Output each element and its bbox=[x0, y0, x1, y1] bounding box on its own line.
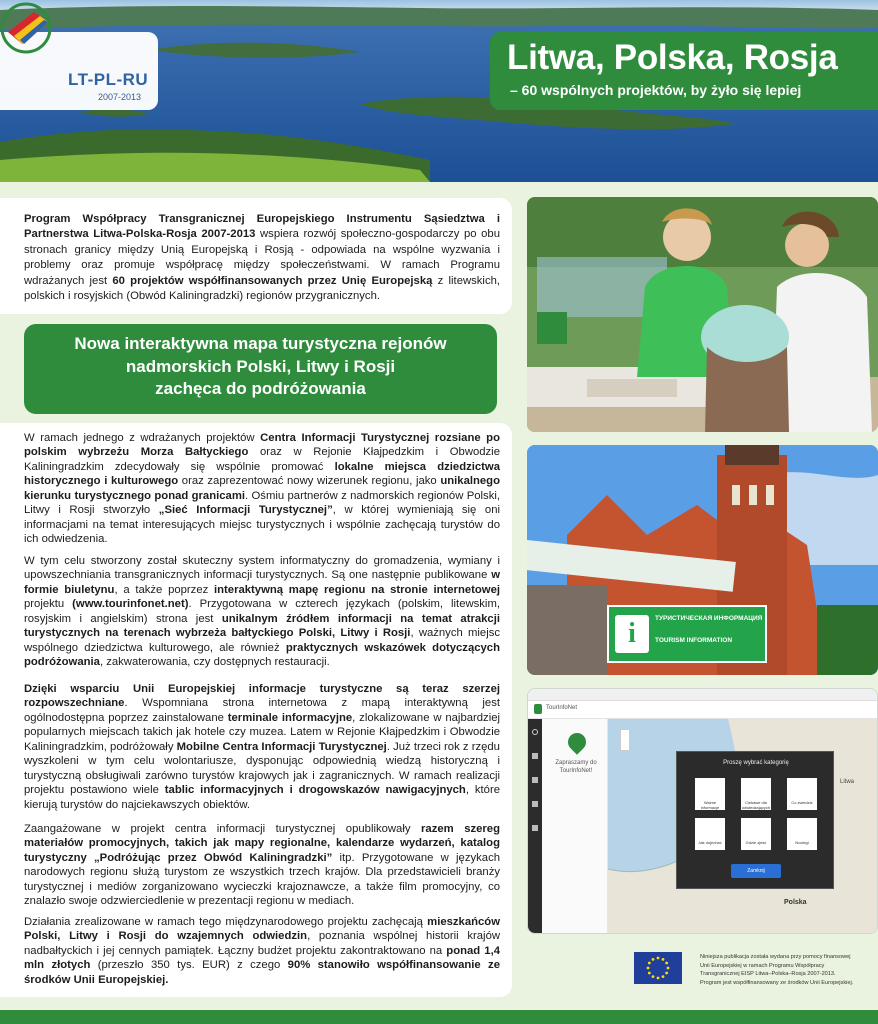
text: Działania zrealizowane w ramach tego międzynarodowego projektu zachęcają bbox=[24, 916, 428, 928]
category-attractions[interactable]: Ciekawe dla odwiedzających bbox=[741, 778, 771, 810]
emphasis: razem szereg materiałów promocyjnych, takich jak mapy regionalne, kalendarze wydarzeń, katalog turystyczny „Podróżując przez Obwód Kaliningradzki” bbox=[24, 823, 500, 864]
text: . Już trzeci rok z rzędu wyszkoleni w tym celu wolontariusze, dysponując odpowiednią wiedzą historyczną i turystyczną obsługiwali zarówno turystów krajowych jak i zagranicznych. W ramach realizacji projektu postawiono wiele bbox=[24, 740, 500, 797]
headline-line-3: zachęca do podróżowania bbox=[155, 379, 366, 398]
intro-text: wspiera rozwój społeczno-gospodarczy po obu stronach granicy między Unią Europejską i Rosją - odpowiada na wspólne wyzwania i problemy oraz promuje współpracę między społeczeństwami. W ramach Programu wdrażanych jest bbox=[24, 228, 500, 287]
eu-note-line-3: Transgranicznej EISP Litwa–Polska–Rosja 2007-2013. bbox=[700, 971, 836, 978]
paragraph-2 bbox=[24, 554, 500, 670]
text: Zaangażowane w projekt centra informacji turystycznej opublikowały bbox=[24, 823, 422, 835]
paragraph-4 bbox=[24, 822, 500, 909]
text: (przeszło 350 tys. EUR) z czego bbox=[90, 959, 288, 972]
header-banner bbox=[0, 0, 878, 182]
intro-projects-count: 60 projektów współfinansowanych przez Unię Europejską bbox=[112, 274, 433, 287]
map-pin-icon bbox=[564, 729, 589, 754]
map-canvas[interactable] bbox=[608, 719, 878, 934]
welcome-text: Zapraszamy do TourInfoNet! bbox=[555, 760, 597, 774]
article-body bbox=[0, 423, 512, 997]
sign-text-en: TOURISM INFORMATION bbox=[655, 637, 733, 644]
tourists-illustration bbox=[527, 197, 878, 432]
paragraph-3 bbox=[24, 682, 500, 812]
text: , które kierują turystów do najciekawszych obiektów. bbox=[24, 784, 500, 811]
modal-title: Proszę wybrać kategorię bbox=[723, 760, 789, 766]
text: projektu bbox=[24, 598, 73, 611]
emphasis: praktycznych wskazówek dotyczących podróżowania bbox=[24, 641, 500, 669]
logo-text: LT-PL-RU bbox=[68, 70, 149, 89]
emphasis: Centra Informacji Turystycznej rozsiane po polskim wybrzeżu Morza Bałtyckiego bbox=[24, 432, 500, 459]
layers-tool-icon[interactable] bbox=[532, 753, 538, 759]
page-title: Litwa, Polska, Rosja bbox=[507, 38, 838, 77]
intro-text-end: z litewskich, polskich i rosyjskich (Obwód Kaliningradzki) regionów przygranicznych. bbox=[24, 274, 501, 303]
page-subtitle: – 60 wspólnych projektów, by żyło się lepiej bbox=[510, 82, 802, 98]
site-header bbox=[528, 701, 878, 719]
emphasis: tablic informacyjnych i drogowskazów nawigacyjnych bbox=[164, 784, 466, 797]
browser-bar bbox=[528, 689, 878, 701]
eu-note-line-1: Niniejsza publikacja została wydana przy pomocy finansowej bbox=[700, 954, 851, 960]
intro-paragraph bbox=[24, 212, 500, 304]
article-headline bbox=[24, 333, 497, 401]
category-transport[interactable]: Jak dojechać bbox=[695, 818, 725, 850]
eu-note-line-4: Program jest współfinansowany ze środków Unii Europejskiej. bbox=[700, 979, 854, 986]
tourist-info-sign-board bbox=[607, 605, 767, 663]
text: W ramach jednego z wdrażanych projektów bbox=[24, 432, 261, 444]
eu-star bbox=[657, 977, 660, 980]
info-icon: i bbox=[615, 615, 649, 653]
eu-note-line-2: Unii Europejskiej w ramach Programu Współpracy bbox=[700, 962, 825, 969]
text: itp. Przygotowane w językach narodowych regionu służą turystom ze wszystkich trzech krajów. Dla przedstawicieli branży turystycznej i mediów zorganizowano wycieczki krajoznawcze, a także film promocyjny, co znalazło swoje odzwierciedlenie w prezentacji regionu w mediach. bbox=[24, 851, 500, 908]
text: oraz w Rejonie Kłajpedzkim i Obwodzie Kaliningradzkim zdecydowały się wspólnie promować bbox=[24, 446, 500, 473]
site-logo-icon bbox=[534, 704, 542, 714]
emphasis: Mobilne Centra Informacji Turystycznej bbox=[176, 740, 387, 753]
emphasis: 90% stanowiło współfinansowanie ze środków Unii Europejskiej. bbox=[24, 959, 500, 986]
headline-line-2: nadmorskich Polski, Litwy i Rosji bbox=[125, 356, 396, 376]
photo-tourist-info-sign bbox=[527, 445, 878, 675]
lt-pl-ru-logo-icon bbox=[0, 0, 56, 56]
emphasis: ponad 1,4 mln złotych bbox=[24, 944, 500, 972]
info-tool-icon[interactable] bbox=[532, 729, 538, 735]
website-link[interactable]: (www.tourinfonet.net) bbox=[72, 598, 189, 611]
eu-star bbox=[652, 958, 655, 961]
map-label-lithuania: Litwa bbox=[840, 779, 855, 785]
eu-star bbox=[665, 972, 668, 975]
category-important-info[interactable]: Ważne informacje bbox=[695, 778, 725, 810]
category-food[interactable]: Gdzie zjeść bbox=[741, 818, 771, 850]
emphasis: Dzięki wsparciu Unii Europejskiej informacje turystyczne są teraz szerzej rozpowszechniane bbox=[24, 683, 500, 710]
eu-funding-note bbox=[700, 953, 870, 987]
emphasis: lokalne miejsca dziedzictwa historycznego i kulturowego bbox=[24, 460, 500, 488]
text: . Przygotowana w czterech językach (polskim, litewskim, rosyjskim i angielskim) strona jest bbox=[24, 598, 500, 625]
map-label-poland: Polska bbox=[784, 899, 807, 906]
emphasis: interaktywną mapę regionu na stronie internetowej bbox=[214, 583, 501, 596]
sign-text-ru: ТУРИСТИЧЕСКАЯ ИНФОРМАЦИЯ bbox=[655, 615, 763, 622]
emphasis: mieszkańców Polski, Litwy i Rosji do wzajemnych odwiedzin bbox=[24, 916, 500, 943]
category-sightseeing[interactable]: Co zwiedzić bbox=[787, 778, 817, 810]
intro-box bbox=[0, 198, 512, 314]
category-accommodation[interactable]: Noclegi bbox=[787, 818, 817, 850]
eu-star bbox=[652, 975, 655, 978]
paragraph-5 bbox=[24, 915, 500, 987]
logo-years: 2007-2013 bbox=[98, 92, 142, 102]
eu-star bbox=[662, 975, 665, 978]
intro-program-name: Program Współpracy Transgranicznej Europejskiego Instrumentu Sąsiedztwa i Partnerstwa Litwa-Polska-Rosja 2007-2013 bbox=[24, 213, 500, 241]
eu-star bbox=[648, 972, 651, 975]
eu-star bbox=[647, 967, 650, 970]
emphasis: terminale informacyjne bbox=[227, 711, 353, 724]
text: . Ośmiu partnerów z nadmorskich regionów Polski, Litwy i Rosji stworzyło bbox=[24, 489, 500, 517]
headline-box bbox=[24, 324, 497, 414]
text: , zakwaterowania, czy dostępnych restauracji. bbox=[99, 656, 330, 669]
map-sidebar-toolbar bbox=[528, 719, 542, 934]
text: , poznania wspólnej historii krajów nadbałtyckich i jej cennych pamiątek. Łączny budżet projektu zakontraktowano na bbox=[24, 930, 501, 957]
site-name: TourInfoNet bbox=[546, 705, 578, 711]
eu-star bbox=[667, 967, 670, 970]
zoom-controls[interactable] bbox=[620, 729, 630, 751]
footer-bar bbox=[0, 1010, 878, 1024]
eu-stars-ring bbox=[634, 952, 682, 984]
paragraph-1 bbox=[24, 431, 500, 547]
eu-flag-icon bbox=[634, 952, 682, 984]
emphasis: unikalnego kierunku turystycznego ponad granicami bbox=[24, 475, 500, 502]
screenshot-tourinfonet-map bbox=[527, 688, 878, 934]
eu-star bbox=[665, 962, 668, 965]
food-tool-icon[interactable] bbox=[532, 825, 538, 831]
emphasis: w formie biuletynu bbox=[24, 569, 500, 596]
text: . Wspomniana strona internetowa z mapą interaktywną jest ogólnodostępna poprzez zainstalowane bbox=[24, 697, 500, 724]
bed-tool-icon[interactable] bbox=[532, 777, 538, 783]
poi-tool-icon[interactable] bbox=[532, 801, 538, 807]
eu-star bbox=[662, 958, 665, 961]
headline-line-1: Nowa interaktywna mapa turystyczna rejonów bbox=[74, 334, 447, 353]
text: , a także poprzez bbox=[114, 583, 214, 596]
modal-close-button[interactable]: Zamknij bbox=[731, 864, 781, 878]
text: , zlokalizowane w najbardziej popularnych miejscach takich jak hotele czy muzea. Latem w Rejonie Kłajpedzkim i Obwodzie Kaliningradzkim, podróżowały bbox=[24, 711, 501, 753]
category-modal bbox=[676, 751, 834, 889]
eu-star bbox=[657, 957, 660, 960]
eu-star bbox=[648, 962, 651, 965]
map-side-panel bbox=[542, 719, 608, 934]
photo-tourists-with-map bbox=[527, 197, 878, 432]
text: oraz zaprezentować nowy wizerunek regionu, jako bbox=[178, 475, 441, 488]
emphasis: unikalnym źródłem informacji na temat atrakcji turystycznych na terenach wybrzeża bałtyckiego Polski, Litwy i Rosji bbox=[24, 612, 500, 640]
text: W tym celu stworzony został skuteczny system informatyczny do gromadzenia, wymiany i upowszechniania transgranicznych informacji turystycznych. Są one następnie publikowane bbox=[24, 555, 500, 582]
emphasis: „Sieć Informacji Turystycznej” bbox=[158, 504, 333, 517]
text: , ważnych miejsc wspólnego dziedzictwa kulturowego, ale również bbox=[24, 627, 500, 654]
text: , w której wymieniają się oni informacjami na temat interesujących miejsc turystycznych i wspólnie zachęcają turystów do ich odwiedzenia. bbox=[24, 504, 500, 546]
